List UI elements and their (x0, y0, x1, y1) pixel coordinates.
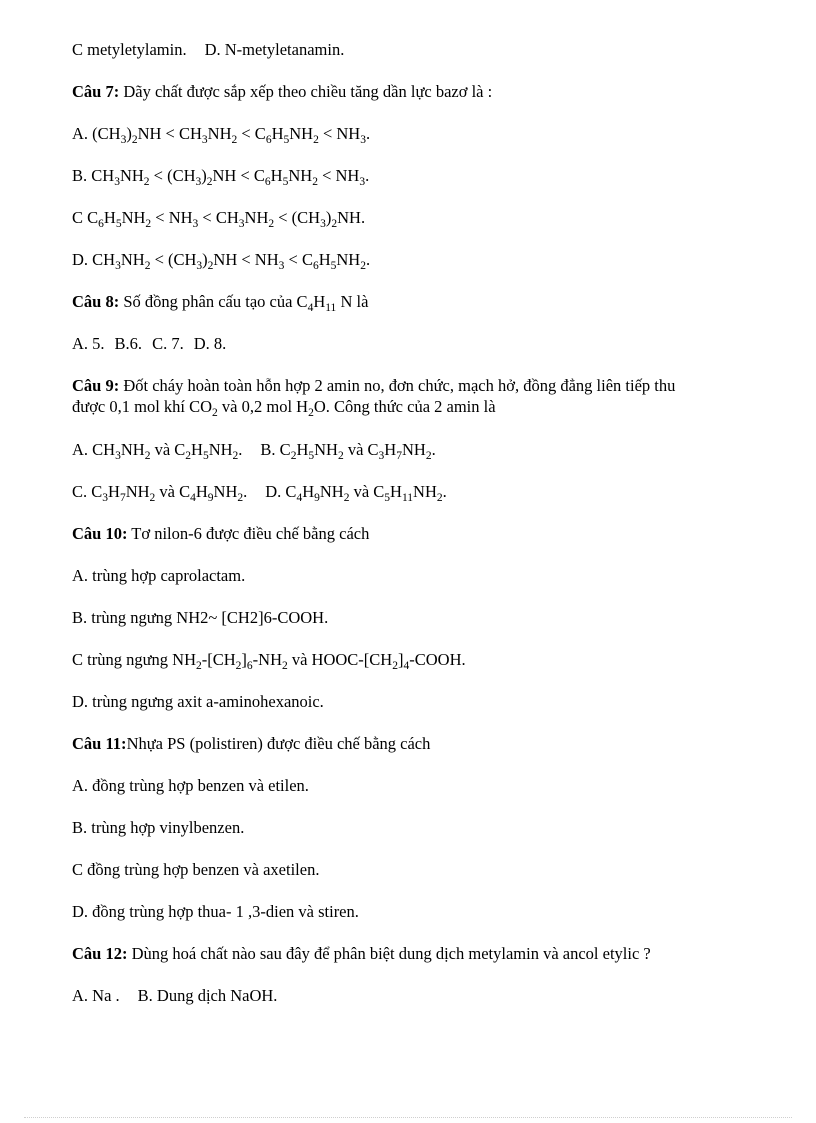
q7-option-d (72, 250, 370, 270)
q9-options-ab (72, 440, 436, 460)
q7-option-c (72, 208, 365, 228)
option-formula: D. $C_4H_9NH_2$ và $C_5H_{11}NH_2$. (265, 482, 447, 504)
line-text: A. đồng trùng hợp benzen và etilen. (72, 776, 309, 795)
formula-text: B. $CH_3NH_2 < (CH_3)_2NH < C_6H_5NH_2 < NH_3$. (72, 166, 370, 188)
option-text: A. Na . (72, 986, 120, 1005)
line-text: B. trùng ngưng NH2~ [CH2]6-COOH. (72, 608, 329, 627)
option-formula: A. $CH_3NH_2$ và $C_2H_5NH_2$. (72, 440, 243, 462)
formula-text: C trùng ngưng $NH_2-[CH_2]_6-NH_2$ và HOOC-$[CH_2]_4$-COOH. (72, 650, 466, 672)
formula-text: C $C_6H_5NH_2 < NH_3 < CH_3NH_2 < (CH_3)_2NH$. (72, 208, 366, 230)
q10-option-d (72, 692, 324, 712)
q12-options (72, 986, 277, 1006)
option-text: D. 8. (193, 334, 227, 353)
line-text: B. trùng hợp vinylbenzen. (72, 818, 245, 837)
option-text: C. 7. (152, 334, 184, 353)
q7-option-a (72, 124, 370, 144)
question-9 (72, 376, 675, 396)
question-label: Câu 10: (72, 524, 128, 543)
option-text: B. Dung dịch NaOH. (137, 986, 278, 1005)
line-text: Tơ nilon-6 được điều chế bằng cách (131, 524, 370, 543)
line-text: D. trùng ngưng axit a-aminohexanoic. (72, 692, 324, 711)
question-label: Câu 8: (72, 292, 120, 311)
line-text: Đốt cháy hoàn toàn hỗn hợp 2 amin no, đơn chức, mạch hở, đồng đẳng liên tiếp thu (123, 376, 676, 395)
option-text: B.6. (114, 334, 143, 353)
question-8 (72, 292, 368, 312)
q8-options (72, 334, 226, 354)
q11-option-a (72, 776, 309, 796)
q10-option-a (72, 566, 245, 586)
q10-option-b (72, 608, 328, 628)
option-text: C metyletylamin. (72, 40, 187, 59)
question-label: Câu 12: (72, 944, 128, 963)
formula-text: Số đồng phân cấu tạo của $C_4H_{11}$ N là (123, 292, 369, 314)
q6-options-cd (72, 40, 344, 60)
question-12 (72, 944, 651, 964)
question-label: Câu 9: (72, 376, 120, 395)
question-9-cont (72, 397, 496, 417)
line-text: C đồng trùng hợp benzen và axetilen. (72, 860, 320, 879)
question-label: Câu 11: (72, 734, 127, 753)
q10-option-c (72, 650, 466, 670)
question-10 (72, 524, 369, 544)
question-11 (72, 734, 430, 754)
option-formula: C. $C_3H_7NH_2$ và $C_4H_9NH_2$. (72, 482, 248, 504)
line-text: D. đồng trùng hợp thua- 1 ,3-dien và stiren. (72, 902, 359, 921)
formula-text: được 0,1 mol khí $CO_2$ và 0,2 mol $H_2O$. Công thức của 2 amin là (72, 397, 496, 419)
line-text: Dãy chất được sắp xếp theo chiều tăng dần lực bazơ là : (123, 82, 493, 101)
q11-option-c (72, 860, 319, 880)
question-label: Câu 7: (72, 82, 120, 101)
question-7 (72, 82, 492, 102)
formula-text: D. $CH_3NH_2 < (CH_3)_2NH < NH_3 < C_6H_5NH_2$. (72, 250, 371, 272)
line-text: Nhựa PS (polistiren) được điều chế bằng cách (126, 734, 431, 753)
option-text: A. 5. (72, 334, 105, 353)
option-formula: B. $C_2H_5NH_2$ và $C_3H_7NH_2$. (260, 440, 436, 462)
q11-option-b (72, 818, 244, 838)
page-bottom-rule (24, 1117, 792, 1118)
formula-text: A. $(CH_3)_2NH < CH_3NH_2 < C_6H_5NH_2 < NH_3$. (72, 124, 371, 146)
line-text: Dùng hoá chất nào sau đây để phân biệt dung dịch metylamin và ancol etylic ? (131, 944, 651, 963)
line-text: A. trùng hợp caprolactam. (72, 566, 246, 585)
q11-option-d (72, 902, 359, 922)
q7-option-b (72, 166, 369, 186)
option-text: D. N-metyletanamin. (204, 40, 345, 59)
q9-options-cd (72, 482, 447, 502)
